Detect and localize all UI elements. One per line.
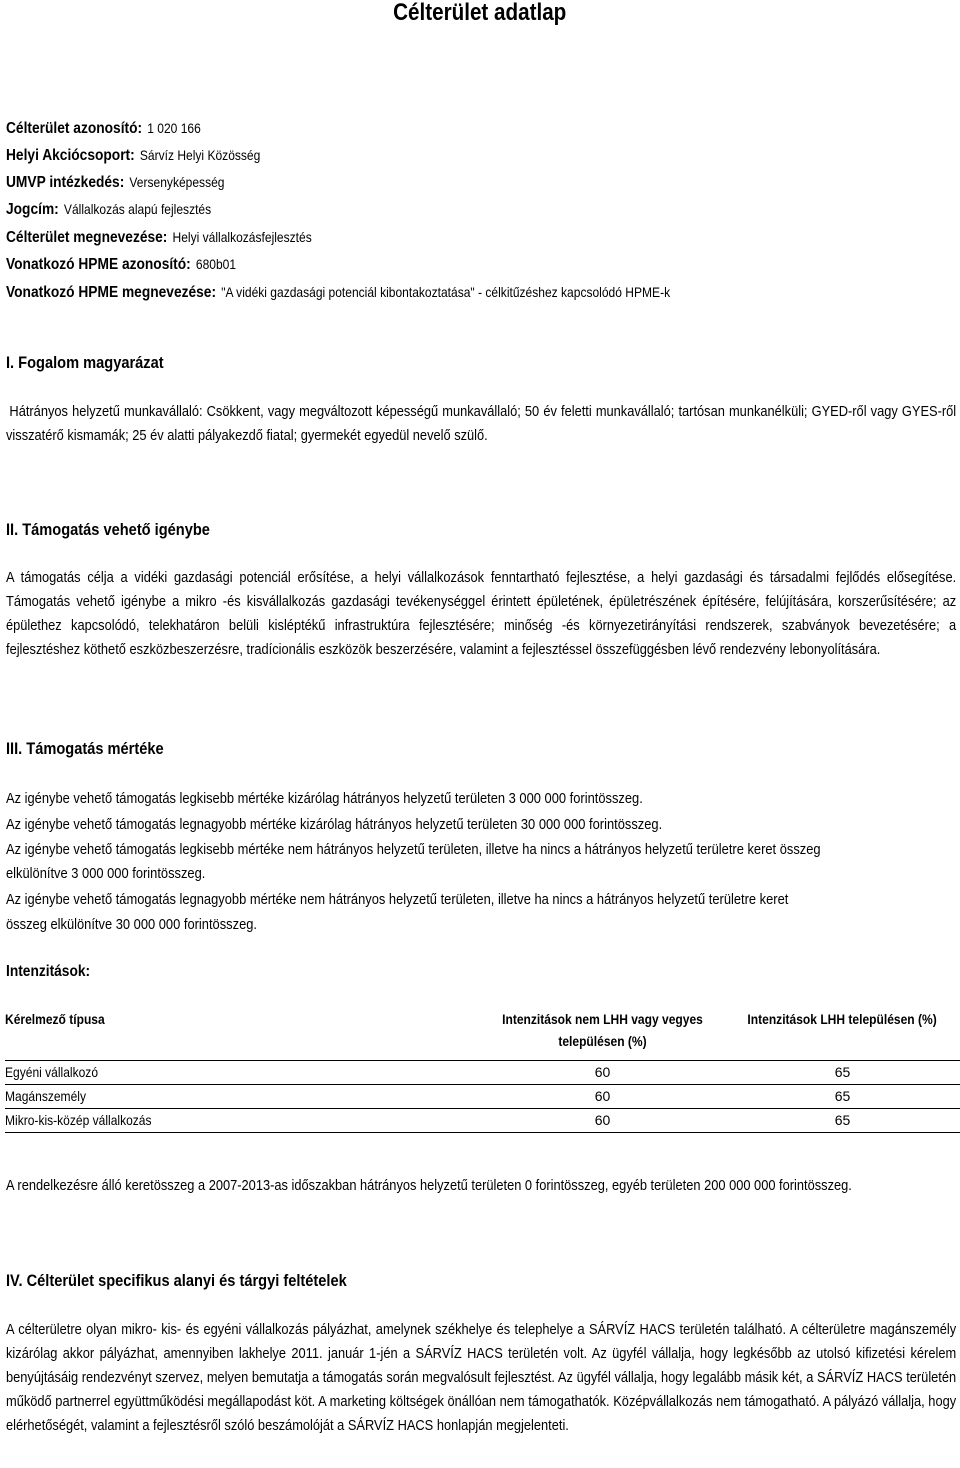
table-header: Kérelmező típusa [5, 1011, 105, 1027]
meta-row-measure [6, 171, 260, 193]
table-cell: 60 [480, 1109, 725, 1133]
text-line: Az igénybe vehető támogatás legnagyobb mértéke kizárólag hátrányos helyzetű területen 30 000 000 forintösszeg. [6, 816, 663, 833]
meta-label: Vonatkozó HPME megnevezése: [6, 284, 217, 301]
meta-label: UMVP intézkedés: [6, 174, 125, 191]
meta-value: 1 020 166 [147, 120, 201, 136]
section-text-1: Hátrányos helyzetű munkavállaló: Csökkent, vagy megváltozott képességű munkavállaló; 50 év feletti munkavállaló; tartósan munkanélküli; GYED-ről vagy GYES-ről visszatérő kismamák; 25 év alatti pályakezdő fiatal; gyermekét egyedül nevelő szülő. [6, 403, 957, 444]
table-cell: Magánszemély [5, 1085, 480, 1109]
meta-row-target-id [6, 117, 233, 139]
table-cell: 65 [725, 1061, 960, 1085]
table-cell: Egyéni vállalkozó [5, 1061, 480, 1085]
meta-value: "A vidéki gazdasági potenciál kibontakoztatása" - célkitűzéshez kapcsolódó HPME-k [221, 284, 671, 300]
meta-value: Sárvíz Helyi Közösség [139, 147, 261, 163]
section-heading-4: IV. Célterület specifikus alanyi és tárgyi feltételek [6, 1271, 347, 1290]
meta-label: Helyi Akciócsoport: [6, 147, 135, 164]
text-line: elkülönítve 3 000 000 forintösszeg. [6, 865, 206, 882]
table-cell: 60 [480, 1061, 725, 1085]
meta-value: Versenyképesség [129, 174, 225, 190]
section-heading-1: I. Fogalom magyarázat [6, 353, 164, 372]
table-row [5, 1085, 960, 1109]
meta-row-hpme-id [6, 253, 274, 275]
table-header-row [5, 1008, 960, 1061]
section-text-2: A támogatás célja a vidéki gazdasági potenciál erősítése, a helyi vállalkozások fenntartható fejlesztése, a helyi gazdasági és társadalmi fejlődés elősegítése. Támogatás vehető igénybe a mikro -és kisvállalkozás gazdasági tevékenységgel érintett épületének, épületrészének építésére, felújítására, korszerűsítésére; az épülethez kapcsolódó, telekhatáron belüli kisléptékű infrastruktúra fejlesztésére; minőség -és környezetirányítási rendszerek, szabványok bevezetésére; a fejlesztéshez köthető eszközbeszerzésre, tradícionális eszközök beszerzésére, valamint a fejlesztéssel összefüggésben lévő rendezvény lebonyolítására. [6, 569, 957, 658]
table-row [5, 1061, 960, 1085]
meta-row-action-group [6, 144, 302, 166]
section-text-4: A célterületre olyan mikro- kis- és egyéni vállalkozás pályázhat, amelynek székhelye és telephelye a SÁRVÍZ HACS területén található. A célterületre magánszemély kizárólag akkor pályázhat, amennyiben lakhelye 2011. január 1-jén a SÁRVÍZ HACS területén volt. Az ügyfél vállalja, hogy legkésőbb az utolsó kifizetési kérelem benyújtásáig rendezvényt szervez, melyen bemutatja a támogatás során megvalósult fejlesztést. Az ügyfél vállalja, hogy legalább másik két, a SÁRVÍZ HACS területén működő partnerrel együttműködési megállapodást köt. A marketing költségek önállóan nem támogathatók. Középvállalkozás nem támogatható. A pályázó vállalja, hogy elérhetőségét, valamint a fejlesztésről szóló beszámolóját a SÁRVÍZ HACS honlapján megjelenteti. [6, 1321, 957, 1434]
table-cell: 65 [725, 1085, 960, 1109]
meta-value: Helyi vállalkozásfejlesztés [172, 229, 312, 245]
meta-value: 680b01 [195, 256, 237, 272]
table-cell: 60 [480, 1085, 725, 1109]
text-line: Az igénybe vehető támogatás legkisebb mértéke nem hátrányos helyzetű területen, illetve ha nincs a hátrányos helyzetű területre keret összeg [6, 841, 821, 858]
meta-label: Célterület megnevezése: [6, 229, 168, 246]
table-header: Intenzitások LHH településen (%) [747, 1011, 938, 1027]
table-header: Intenzitások nem LHH vagy vegyes településen (%) [502, 1011, 703, 1049]
meta-label: Vonatkozó HPME azonosító: [6, 256, 191, 273]
table-cell: 65 [725, 1109, 960, 1133]
page-title: Célterület adatlap [393, 0, 567, 26]
section-heading-2: II. Támogatás vehető igénybe [6, 520, 210, 539]
meta-value: Vállalkozás alapú fejlesztés [63, 201, 212, 217]
table-cell: Mikro-kis-közép vállalkozás [5, 1109, 480, 1133]
text-line: Az igénybe vehető támogatás legkisebb mértéke kizárólag hátrányos helyzetű területen 3 000 000 forintösszeg. [6, 790, 643, 807]
table-row [5, 1109, 960, 1133]
meta-row-title [6, 198, 245, 220]
intensities-heading: Intenzitások: [6, 963, 91, 980]
meta-row-target-name [6, 226, 361, 248]
intensities-table [5, 1008, 960, 1133]
budget-text: A rendelkezésre álló keretösszeg a 2007-2013-as időszakban hátrányos helyzetű területen 0 forintösszeg, egyéb területen 200 000 000 forintösszeg. [6, 1177, 852, 1194]
text-line: összeg elkülönítve 30 000 000 forintösszeg. [6, 916, 257, 933]
section-heading-3: III. Támogatás mértéke [6, 739, 164, 758]
meta-row-hpme-name [6, 281, 778, 303]
meta-label: Jogcím: [6, 201, 59, 218]
meta-label: Célterület azonosító: [6, 120, 143, 137]
text-line: Az igénybe vehető támogatás legnagyobb mértéke nem hátrányos helyzetű területen, illetve ha nincs a hátrányos helyzetű területre keret [6, 891, 789, 908]
